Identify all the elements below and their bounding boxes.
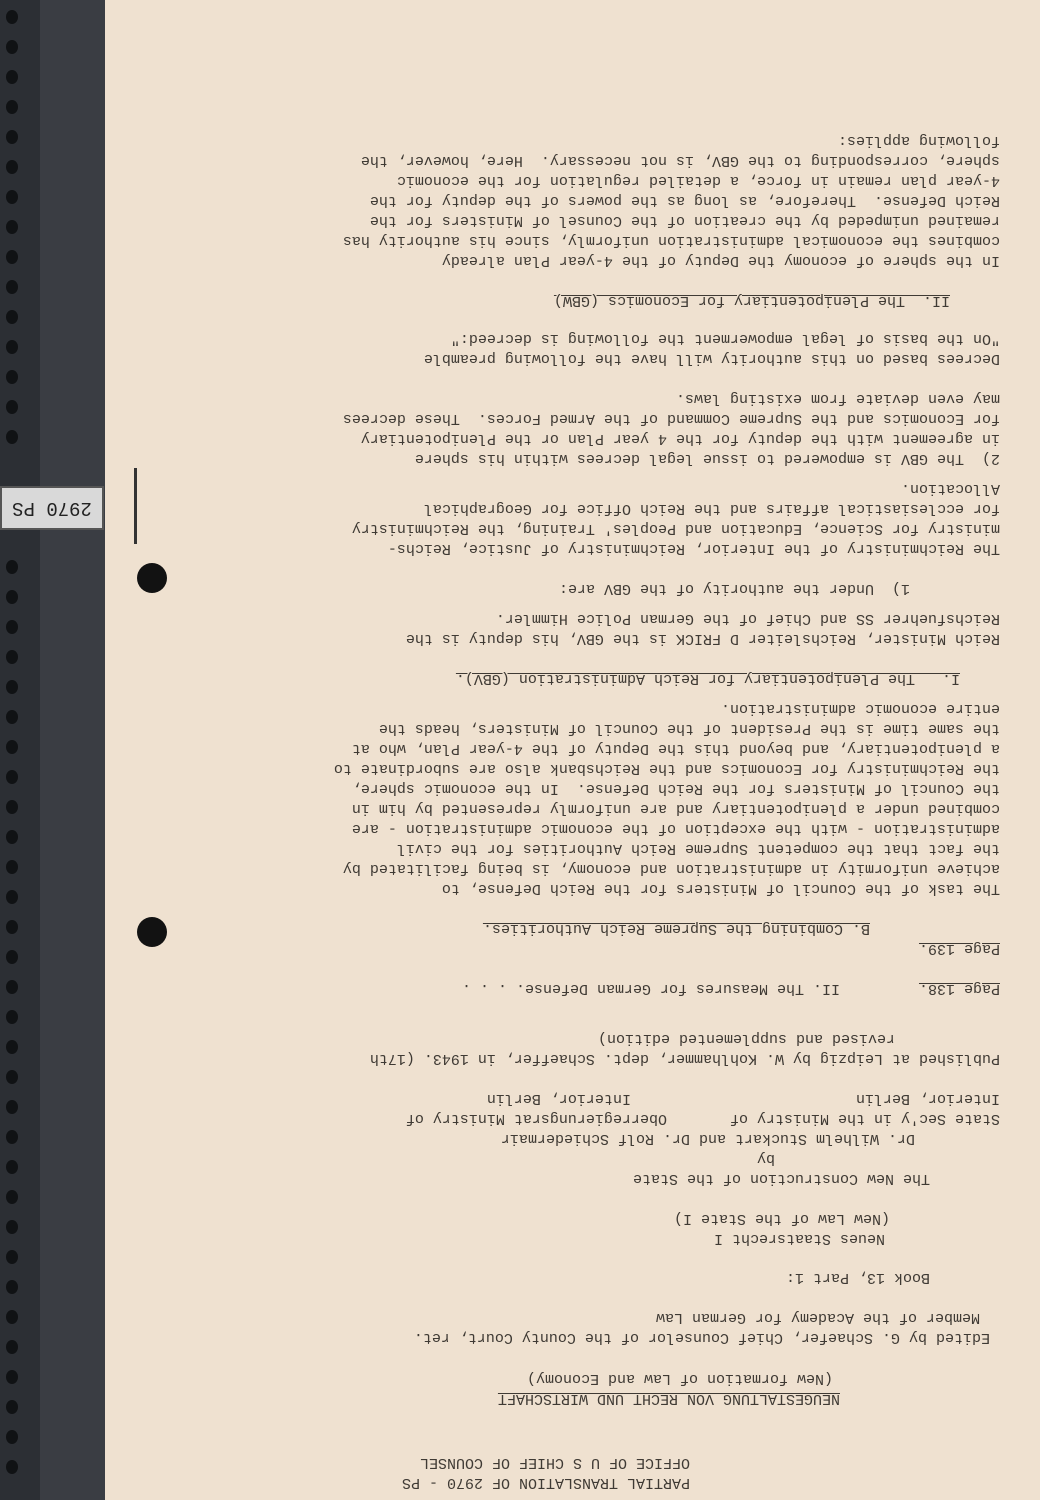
binder-hole [6,40,18,54]
binder-hole [6,770,18,784]
binder-hole [6,1220,18,1234]
binder-hole [6,310,18,324]
binder-hole [6,340,18,354]
para1-line: the same time is the President of the Council of Ministers, heads the [378,720,1000,737]
binder-hole [6,220,18,234]
binder-hole [6,830,18,844]
book-subtitle: (New formation of Law and Economy) [526,1370,833,1387]
binder-hole [6,1190,18,1204]
binder-hole [6,620,18,634]
binder-hole [6,430,18,444]
binder-hole [6,740,18,754]
book-title: NEUGESTALTUNG VON RECHT UND WIRTSCHAFT [497,1390,840,1407]
binder-hole [6,1100,18,1114]
header-line-1: PARTIAL TRANSLATION OF 2970 - PS [401,1474,690,1491]
binder-hole [6,1400,18,1414]
book-by: by [756,1150,775,1167]
para1-line: combined under a plenipotentiary and are uniformly represented by him in [351,800,1000,817]
para3-line: The Reichministry of the Interior, Reichministry of Justice, Reichs- [387,540,1000,557]
document-rotated [105,0,1040,1500]
binder-hole [6,1430,18,1444]
binder-hole [6,1460,18,1474]
para1-line: the Reichministry for Economics and the Reichsbank also are subordinate to [333,760,1000,777]
binder-hole [6,190,18,204]
editor-line-1: Edited by G. Schaefer, Chief Counselor of the County Court, ret. [413,1329,990,1346]
binder-hole [6,980,18,994]
binder-hole [6,650,18,664]
binder-hole [6,920,18,934]
punch-hole [137,917,167,947]
para6-line: sphere, corresponding to the GBV, is not necessary. Here, however, the [360,152,1000,169]
para4-line: 2) The GBV is empowered to issue legal decrees within his sphere [414,450,1000,467]
binder-hole [6,1310,18,1324]
heading-section-1: I. The Plenipotentiary for Reich Administration (GBV). [455,670,960,687]
para3-line: Allocation. [900,480,1000,497]
para6-line: following applies: [837,132,1000,149]
para1-line: administration - with the exception of the economic administration - are [351,820,1000,837]
binder-hole [6,10,18,24]
para6-line: 4-year plan remain in force, a detailed regulation for the economic [396,172,1000,189]
heading-section-2: II. The Plenipotentiary for Economics (GBW) [553,292,950,309]
binder-hole [6,710,18,724]
binder-hole [6,250,18,264]
para1-line: entire economic administration. [720,700,1000,717]
para6-line: remained unimpeded by the creation of the Counsel of Ministers for the [369,212,1000,229]
binder-hole [6,1040,18,1054]
exhibit-stamp: 2970 PS [0,486,104,530]
item-1: 1) Under the authority of the GBV are: [558,580,910,597]
binder-hole [6,70,18,84]
binder-hole [6,1160,18,1174]
para5-line: "On the basis of legal empowerment the following is decreed:" [450,330,1000,347]
para1-line: a plenipotentiary, and beyond this the Deputy of the 4-year Plan, who at [351,740,1000,757]
punch-hole [137,563,167,593]
para1-line: achieve uniformity in administration and economy, is being facilitated by [342,860,1000,877]
binder-hole [6,1370,18,1384]
binder-hole [6,800,18,814]
binder-hole [6,400,18,414]
editor-line-2: Member of the Academy for German Law [655,1309,980,1326]
page-139-label: Page 139. [918,940,1000,957]
para4-line: may even deviate from existing laws. [675,390,1000,407]
book-neues: Neues Staatsrecht I [713,1230,885,1247]
binder-hole [6,370,18,384]
binder-hole [6,160,18,174]
para2-line: Reichsfuehrer SS and Chief of the German Police Himmler. [495,610,1000,627]
book-authors: Dr. Wilhelm Stuckart and Dr. Rolf Schiedermair [500,1130,915,1147]
binder-hole [6,100,18,114]
binder-hole [6,1070,18,1084]
binder-hole [6,680,18,694]
binder-hole [6,860,18,874]
para3-line: for ecclesiastical affairs and the Reich Office for Geographical [423,500,1000,517]
binder-hole [6,1340,18,1354]
binder-hole [6,280,18,294]
para6-line: In the sphere of economy the Deputy of the 4-year Plan already [441,252,1000,269]
binder-hole [6,1280,18,1294]
para4-line: for Economics and the Supreme Command of the Armed Forces. These decrees [342,410,1000,427]
book-newlaw: (New Law of the State I) [673,1210,890,1227]
heading-b: B. Combining the Supreme Reich Authorities. [482,920,870,937]
binder-hole [6,560,18,574]
para1-line: the fact that the competent Supreme Reich Authorities for the civil [396,840,1000,857]
binder-hole [6,890,18,904]
binder-hole [6,130,18,144]
para6-line: combines the economical administration uniformly, since his authority has [342,232,1000,249]
affiliation-line-2: Interior, Berlin Interior, Berlin [486,1090,1000,1107]
para4-line: in agreement with the deputy for the 4 year Plan or the Plenipotentiary [360,430,1000,447]
binder-hole [6,1010,18,1024]
binder-hole [6,950,18,964]
affiliation-line-1: State Sec'y in the Ministry of Oberregierungsrat Ministry of [405,1110,1000,1127]
binder-hole [6,1250,18,1264]
binder-hole [6,590,18,604]
publication-line-2: revised and supplemented edition) [597,1030,895,1047]
para5-line: Decrees based on this authority will have the following preamble [423,350,1000,367]
para6-line: Reich Defense. Therefore, as long as the powers of the deputy for the [369,192,1000,209]
book-construction: The New Construction of the State [632,1170,930,1187]
para1-line: the Council of Ministers for the Reich Defense. In the economic sphere, [351,780,1000,797]
publication-line-1: Published at Leipzig by W. Kohlhammer, dept. Schaeffer, in 1943. (17th [369,1050,1000,1067]
page-138-text: II. The Measures for German Defense. . . . [461,980,840,997]
page-138-label: Page 138. [918,980,1000,997]
para3-line: ministry for Science, Education and Peoples' Training, the Reichministry [351,520,1000,537]
book-part: Book 13, Part 1: [785,1269,930,1286]
para2-line: Reich Minister, Reichsleiter D FRICK is the GBV, his deputy is the [405,630,1000,647]
header-line-2: OFFICE OF U S CHIEF OF COUNSEL [419,1454,690,1471]
para1-line: The task of the Council of Ministers for the Reich Defense, to [441,880,1000,897]
binder-hole [6,1130,18,1144]
